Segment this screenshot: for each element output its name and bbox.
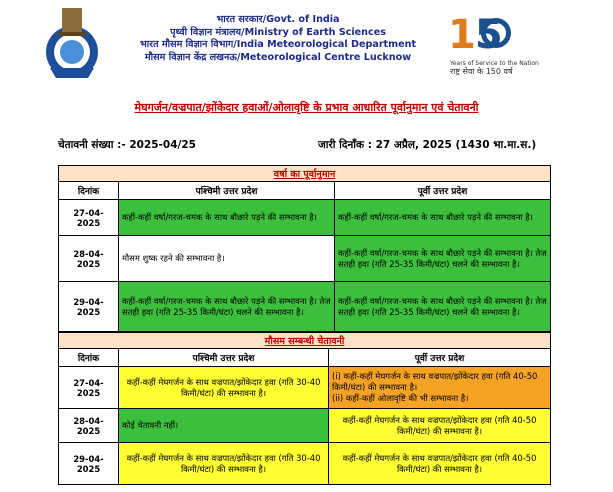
east-warning xyxy=(329,367,551,409)
col-date: दिनांक xyxy=(59,182,119,200)
warning-number: चेतावनी संख्या :- 2025-04/25 xyxy=(58,139,196,151)
col-west: पश्चिमी उत्तर प्रदेश xyxy=(119,182,335,200)
logo-caption xyxy=(450,60,570,76)
table-row xyxy=(59,282,551,332)
row-date: 27-04-2025 xyxy=(59,367,119,409)
east-warning-item: (ii) कहीं-कहीं ओलावृष्टि की भी सम्भावना है। xyxy=(332,393,469,403)
west-warning: कहीं-कहीं मेघगर्जन के साथ वज्रपात/झोंकेदार हवा (गति 30-40 किमी/घंटा) की सम्भावना है। xyxy=(119,367,329,409)
weather-warning-title: मौसम सम्बन्धी चेतावनी xyxy=(59,333,551,349)
table-row xyxy=(59,367,551,409)
row-date: 28-04-2025 xyxy=(59,236,119,282)
national-emblem-icon xyxy=(40,6,104,82)
east-forecast: कहीं-कहीं वर्षा/गरज-चमक के साथ बौछारे पड़ने की सम्भावना है। तेज सतही हवा (गति 25-35 किमी/घंटा) चलने की सम्भावना है। xyxy=(335,236,551,282)
department-line: भारत मौसम विज्ञान विभाग/India Meteorological Department xyxy=(139,39,417,50)
rain-forecast-title: वर्षा का पूर्वानुमान xyxy=(59,166,551,182)
east-forecast: कहीं-कहीं वर्षा/गरज-चमक के साथ बौछारे पड़ने की सम्भावना है। तेज सतही हवा (गति 25-35 किमी/घंटा) चलने की सम्भावना है। xyxy=(335,282,551,332)
col-east: पूर्वी उत्तर प्रदेश xyxy=(329,349,551,367)
issue-date: जारी दिनाँक : 27 अप्रैल, 2025 (1430 भा.मा.स.) xyxy=(318,139,537,151)
table-row xyxy=(59,409,551,443)
centre-line: मौसम विज्ञान केंद्र लखनऊ/Meteorological Centre Lucknow xyxy=(144,51,412,63)
west-warning: कहीं-कहीं मेघगर्जन के साथ वज्रपात/झोंकेदार हवा (गति 30-40 किमी/घंटा) की सम्भावना है। xyxy=(119,443,329,485)
logo-ring xyxy=(481,18,511,48)
logo-number: 15 xyxy=(448,12,528,58)
west-forecast: मौसम शुष्क रहने की सम्भावना है। xyxy=(119,236,335,282)
col-east: पूर्वी उत्तर प्रदेश xyxy=(335,182,551,200)
rain-forecast-table xyxy=(58,165,551,332)
logo-caption-hi: राष्ट्र सेवा के 150 वर्ष xyxy=(450,67,513,76)
col-date: दिनांक xyxy=(59,349,119,367)
west-forecast: कहीं-कहीं वर्षा/गरज-चमक के साथ बौछारे पड़ने की सम्भावना है। xyxy=(119,200,335,236)
letterhead xyxy=(0,0,613,90)
east-warning-item: (i) कहीं-कहीं मेघगर्जन के साथ वज्रपात/झोंकेदार हवा (गति 40-50 किमी/घंटा) की सम्भावना है। xyxy=(332,371,538,392)
table-row xyxy=(59,200,551,236)
table-row xyxy=(59,236,551,282)
table-row xyxy=(59,443,551,485)
east-warning: कहीं-कहीं मेघगर्जन के साथ वज्रपात/झोंकेदार हवा (गति 40-50 किमी/घंटा) की सम्भावना है। xyxy=(329,409,551,443)
col-west: पश्चिमी उत्तर प्रदेश xyxy=(119,349,329,367)
imd-150-logo-icon xyxy=(448,12,578,82)
govt-line: भारत सरकार/Govt. of India xyxy=(216,14,340,25)
row-date: 27-04-2025 xyxy=(59,200,119,236)
row-date: 28-04-2025 xyxy=(59,409,119,443)
ministry-line: पृथ्वी विज्ञान मंत्रालय/Ministry of Earth Sciences xyxy=(170,26,386,38)
logo-caption-en: Years of Service to the Nation xyxy=(450,60,539,67)
west-warning: कोई चेतावनी नहीं। xyxy=(119,409,329,443)
row-date: 29-04-2025 xyxy=(59,443,119,485)
weather-warning-table xyxy=(58,332,551,485)
page-title: मेघगर्जन/वज्रपात/झोंकेदार हवाओं/ओलावृष्टि के प्रभाव आधारित पूर्वानुमान एवं चेतावनी xyxy=(134,101,479,114)
letterhead-text xyxy=(118,14,438,64)
east-warning: कहीं-कहीं मेघगर्जन के साथ वज्रपात/झोंकेदार हवा (गति 40-50 किमी/घंटा) की सम्भावना है। xyxy=(329,443,551,485)
row-date: 29-04-2025 xyxy=(59,282,119,332)
west-forecast: कहीं-कहीं वर्षा/गरज-चमक के साथ बौछारे पड़ने की सम्भावना है। तेज सतही हवा (गति 25-35 किमी/घंटा) चलने की सम्भावना है। xyxy=(119,282,335,332)
east-forecast: कहीं-कहीं वर्षा/गरज-चमक के साथ बौछारे पड़ने की सम्भावना है। xyxy=(335,200,551,236)
